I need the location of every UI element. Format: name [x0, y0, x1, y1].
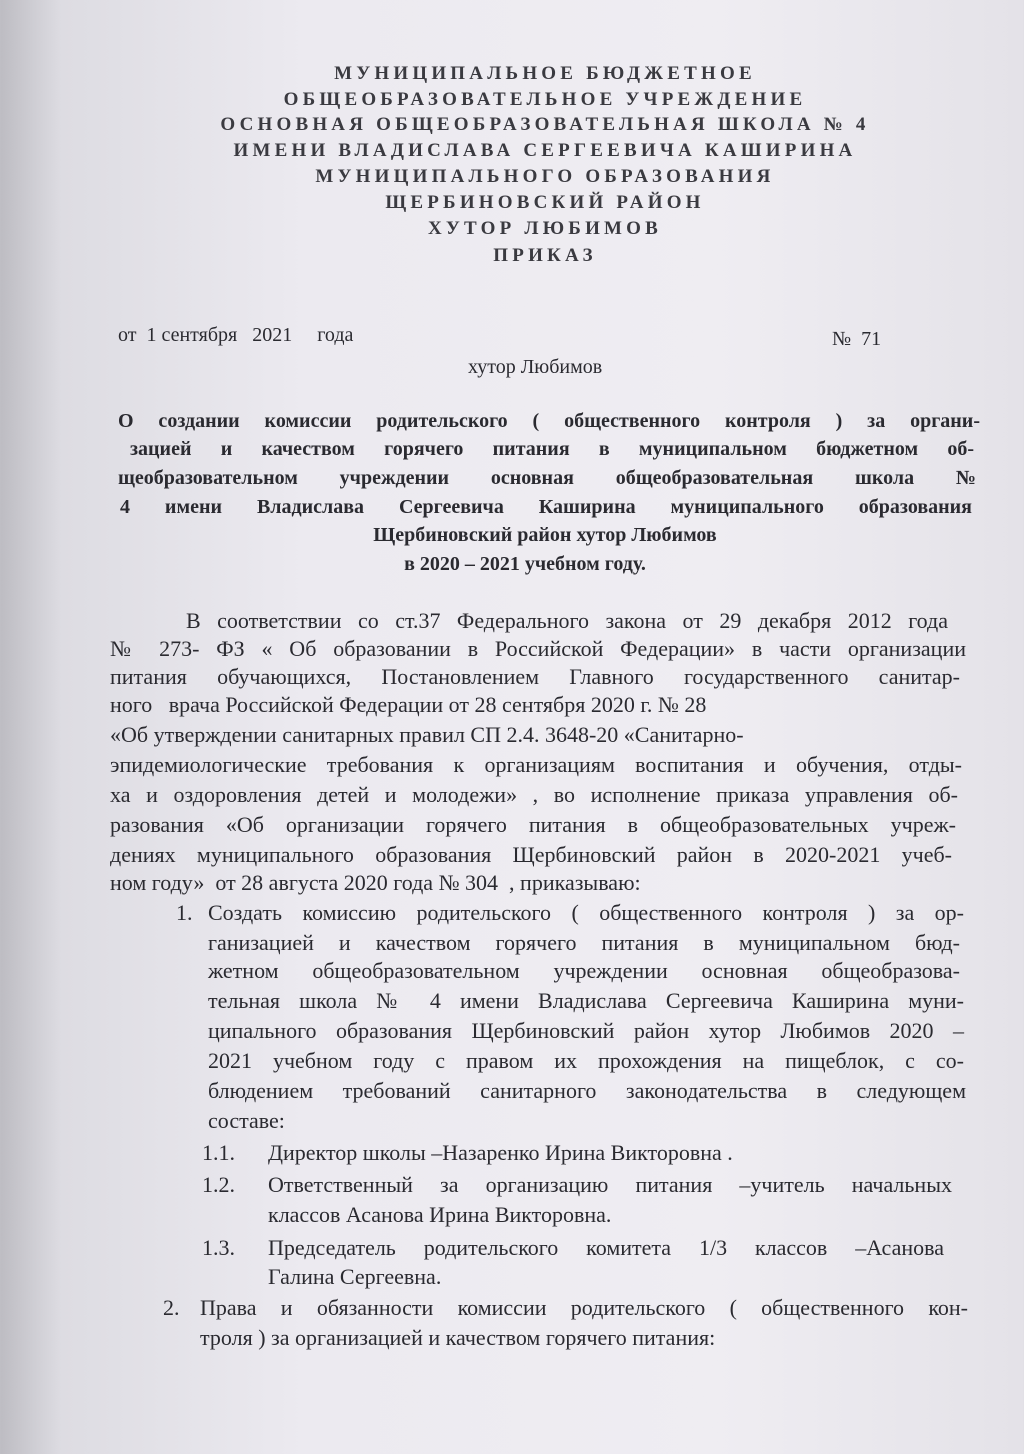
document-type: ПРИКАЗ [493, 245, 597, 266]
item-line: ганизацией и качеством горячего питания в муниципальном бюд- [208, 930, 960, 955]
item-line: классов Асанова Ирина Викторовна. [268, 1202, 612, 1227]
item-number: 1.1. [202, 1140, 235, 1165]
preamble-line: ном году» от 28 августа 2020 года № 304 , приказываю: [110, 870, 641, 895]
preamble-line: «Об утверждении санитарных правил СП 2.4. 3648-20 «Санитарно- [110, 722, 744, 747]
preamble-line: ного врача Российской Федерации от 28 сентября 2020 г. № 28 [110, 692, 707, 717]
header-line: МУНИЦИПАЛЬНОЕ БЮДЖЕТНОЕ [334, 63, 756, 84]
item-number: 1.3. [202, 1235, 235, 1260]
header-line: ЩЕРБИНОВСКИЙ РАЙОН [385, 192, 705, 213]
item-number: 1.2. [202, 1172, 235, 1197]
title-line: щеобразовательном учреждении основная общеобразовательная школа № [118, 467, 976, 489]
title-line: зацией и качеством горячего питания в муниципальном бюджетном об- [130, 438, 974, 460]
order-place: хутор Любимов [468, 356, 603, 378]
item-number: 2. [163, 1295, 180, 1320]
item-number: 1. [176, 900, 193, 925]
header-line: ХУТОР ЛЮБИМОВ [427, 218, 663, 239]
item-line: 2021 учебном году с правом их прохождения на пищеблок, с со- [208, 1048, 964, 1073]
item-line: Создать комиссию родительского ( общественного контроля ) за ор- [208, 900, 964, 925]
preamble-line: разования «Об организации горячего питания в общеобразовательных учреж- [110, 812, 956, 837]
item-line: Директор школы –Назаренко Ирина Викторовна . [268, 1140, 733, 1165]
title-line: в 2020 – 2021 учебном году. [404, 553, 646, 575]
title-line: Щербиновский район хутор Любимов [373, 524, 717, 546]
header-line: ИМЕНИ ВЛАДИСЛАВА СЕРГЕЕВИЧА КАШИРИНА [233, 140, 857, 161]
item-line: Ответственный за организацию питания –учитель начальных [268, 1172, 952, 1197]
preamble-line: питания обучающихся, Постановлением Главного государственного санитар- [110, 664, 960, 689]
item-line: составе: [208, 1108, 285, 1133]
order-number: № 71 [832, 328, 882, 350]
item-line: блюдением требований санитарного законодательства в следующем [208, 1078, 966, 1103]
header-line: ОСНОВНАЯ ОБЩЕОБРАЗОВАТЕЛЬНАЯ ШКОЛА № 4 [220, 114, 870, 135]
item-line: Председатель родительского комитета 1/3 классов –Асанова [268, 1235, 944, 1260]
preamble-line: эпидемиологические требования к организациям воспитания и обучения, отды- [110, 752, 962, 777]
preamble-line: дениях муниципального образования Щербиновский район в 2020-2021 учеб- [110, 842, 952, 867]
preamble-line: В соответствии со ст.37 Федерального закона от 29 декабря 2012 года [186, 608, 948, 633]
item-line: Права и обязанности комиссии родительского ( общественного кон- [200, 1295, 968, 1320]
title-line: О создании комиссии родительского ( общественного контроля ) за органи- [118, 410, 980, 432]
item-line: жетном общеобразовательном учреждении основная общеобразова- [208, 958, 960, 983]
item-line: тельная школа № 4 имени Владислава Сергеевича Каширина муни- [208, 988, 964, 1013]
item-line: Галина Сергеевна. [268, 1264, 442, 1289]
item-line: ципального образования Щербиновский район хутор Любимов 2020 – [208, 1018, 964, 1043]
preamble-line: ха и оздоровления детей и молодежи» , во исполнение приказа управления об- [110, 782, 958, 807]
item-line: троля ) за организацией и качеством горячего питания: [200, 1325, 716, 1350]
header-line: ОБЩЕОБРАЗОВАТЕЛЬНОЕ УЧРЕЖДЕНИЕ [283, 89, 807, 110]
title-line: 4 имени Владислава Сергеевича Каширина муниципального образования [120, 496, 972, 518]
preamble-line: № 273- ФЗ « Об образовании в Российской Федерации» в части организации [110, 636, 966, 661]
header-line: МУНИЦИПАЛЬНОГО ОБРАЗОВАНИЯ [315, 166, 775, 187]
order-date: от 1 сентября 2021 года [118, 324, 354, 346]
